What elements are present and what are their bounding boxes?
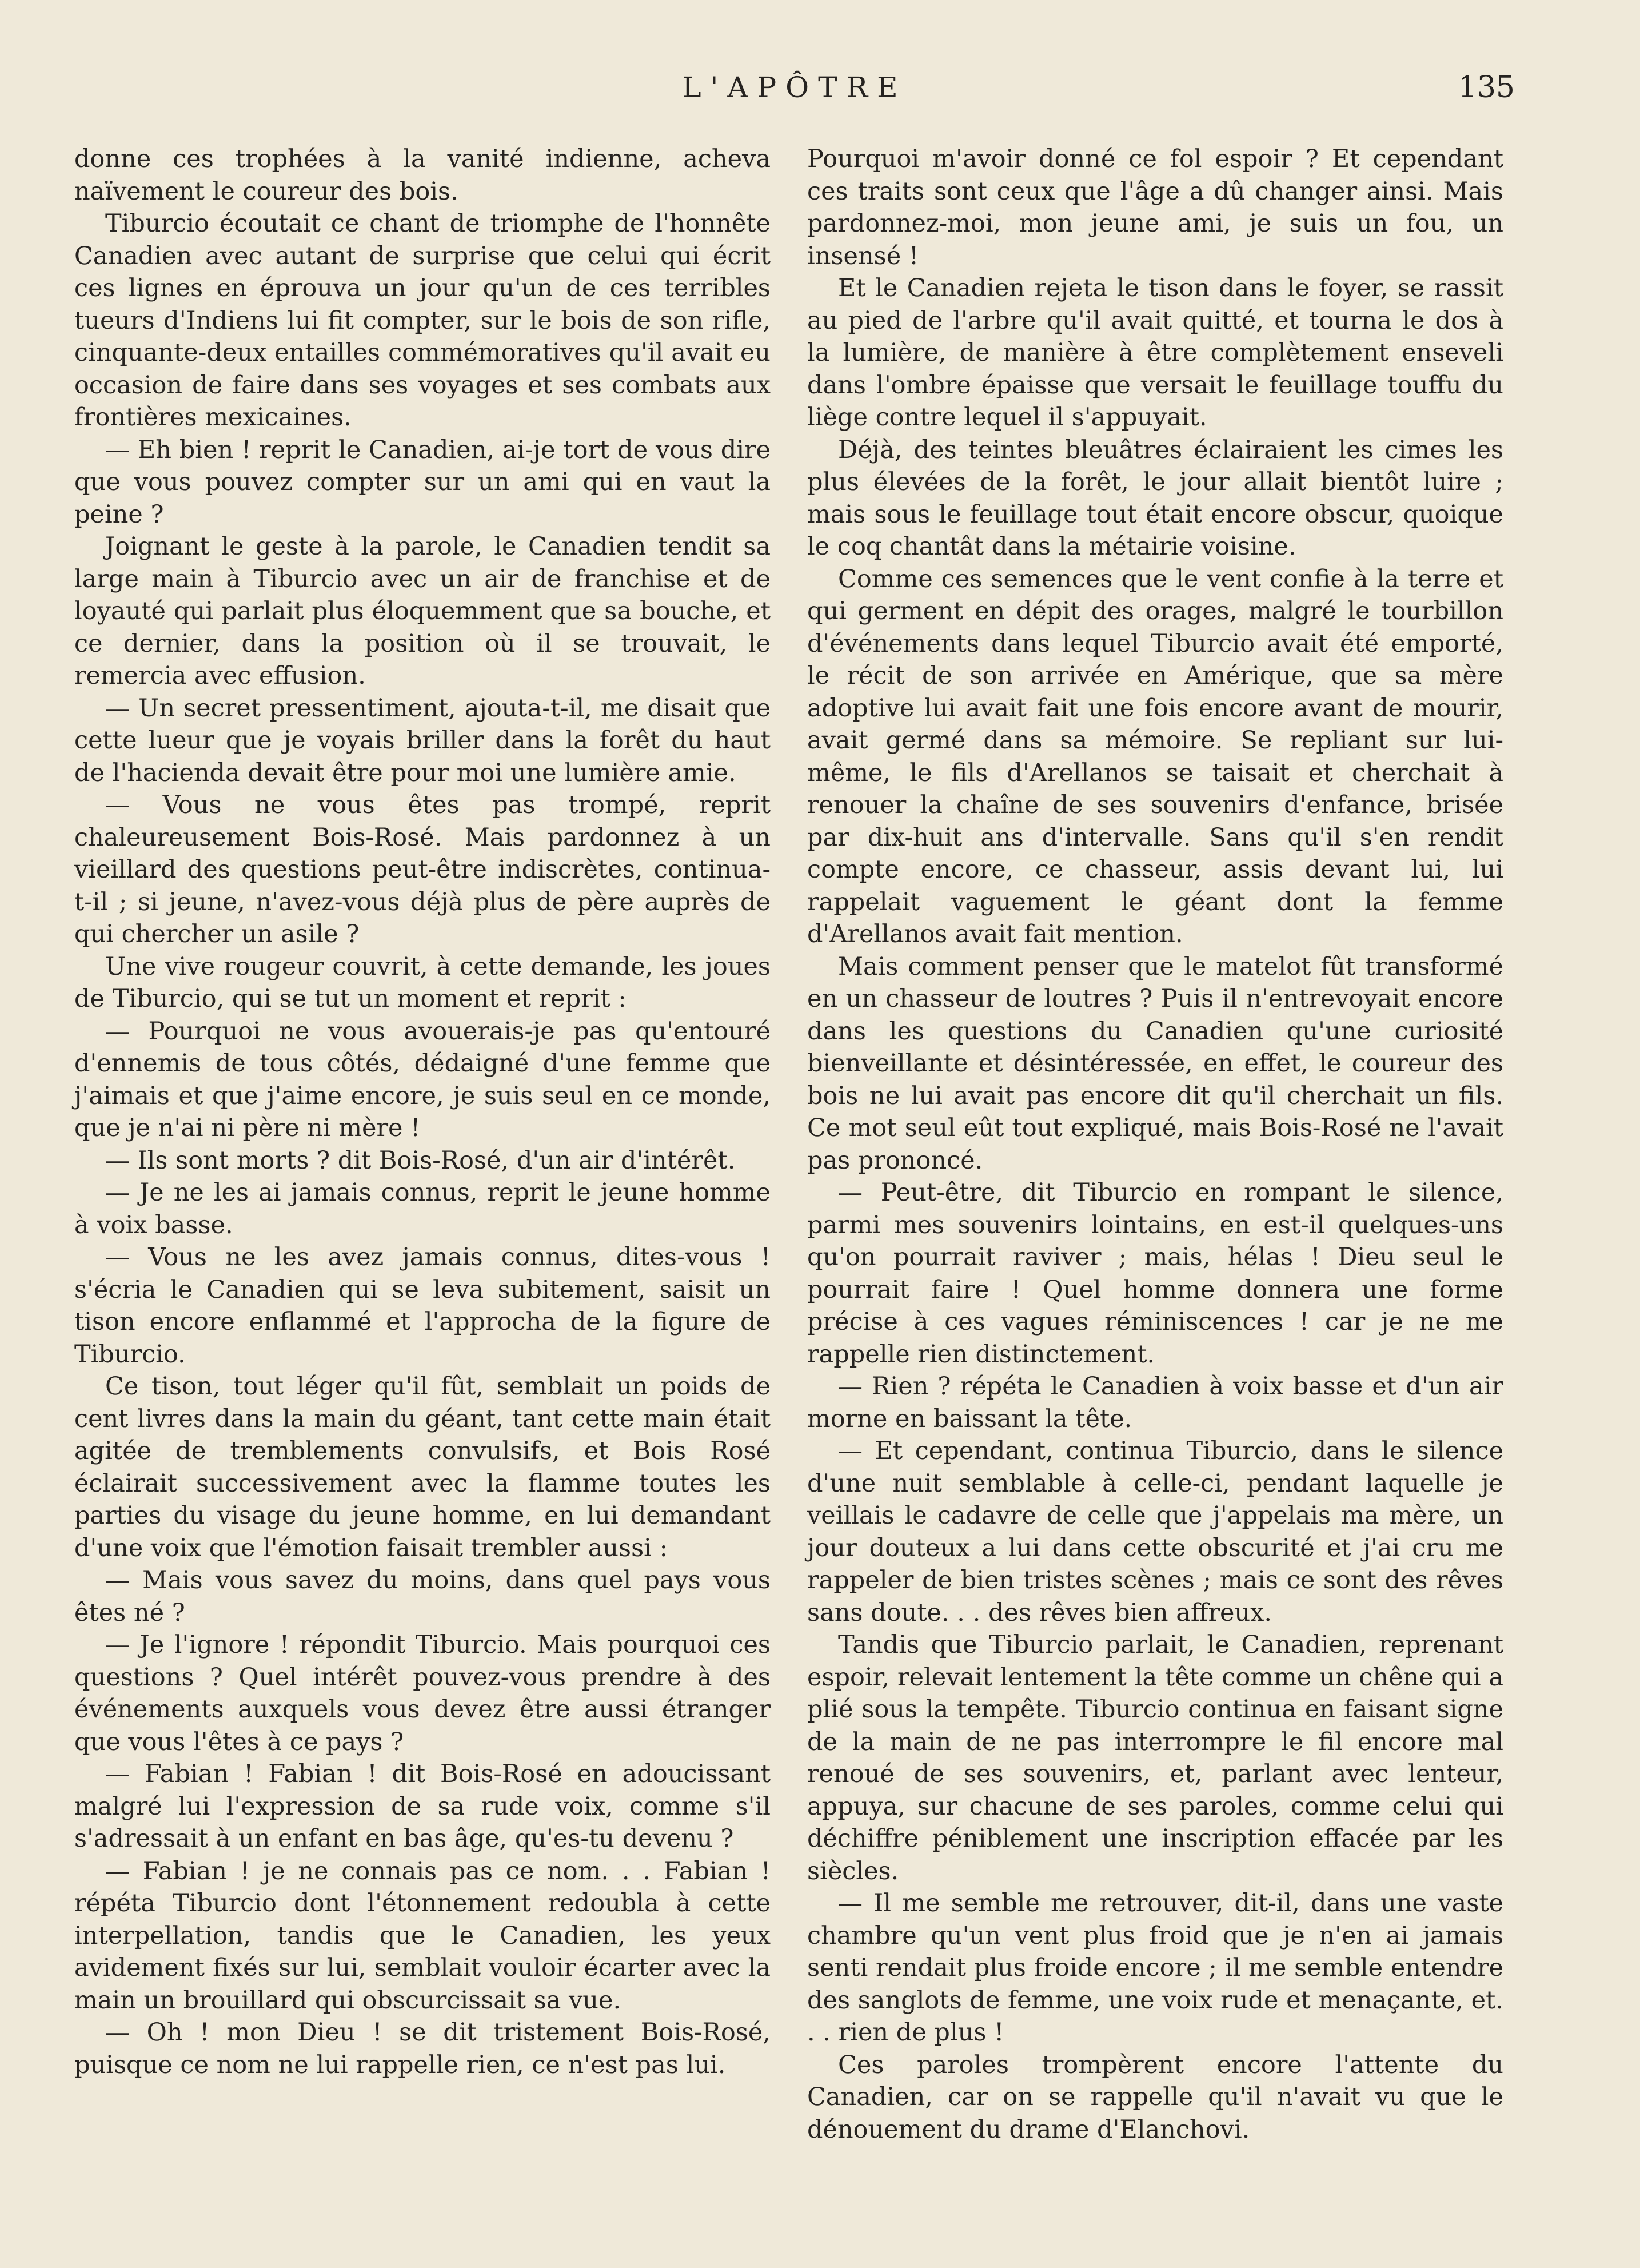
paragraph: — Fabian ! je ne connais pas ce nom. . . Fabian ! répéta Tiburcio dont l'étonnement redoubla à cette interpellation, tandis que le Canadien, les yeux avidement fixés sur lui, semblait vouloir écarter avec la main un brouillard qui obscurcissait sa vue.	[74, 1856, 771, 2015]
paragraph: donne ces trophées à la vanité indienne, acheva naïvement le coureur des bois.	[74, 145, 771, 206]
paragraph: — Mais vous savez du moins, dans quel pays vous êtes né ?	[74, 1566, 771, 1627]
paragraph: — Peut-être, dit Tiburcio en rompant le silence, parmi mes souvenirs lointains, en est-il quelques-uns qu'on pourrait raviver ; mais, hélas ! Dieu seul le pourrait faire ! Quel homme donnera une forme précise à ces vagues réminiscences ! car je ne me rappelle rien distinctement.	[807, 1178, 1503, 1369]
paragraph: Une vive rougeur couvrit, à cette demande, les joues de Tiburcio, qui se tut un moment et reprit :	[74, 952, 771, 1013]
paragraph: Pourquoi m'avoir donné ce fol espoir ? Et cependant ces traits sont ceux que l'âge a dû changer ainsi. Mais pardonnez-moi, mon jeune ami, je suis un fou, un insensé !	[807, 145, 1503, 270]
paragraph: — Vous ne les avez jamais connus, dites-vous ! s'écria le Canadien qui se leva subitement, saisit un tison encore enflammé et l'approcha de la figure de Tiburcio.	[74, 1243, 771, 1369]
paragraph: — Rien ? répéta le Canadien à voix basse et d'un air morne en baissant la tête.	[807, 1372, 1503, 1433]
page-number: 135	[1458, 70, 1515, 105]
paragraph: — Il me semble me retrouver, dit-il, dans une vaste chambre qu'un vent plus froid que je n'en ai jamais senti rendait plus froide encore ; il me semble entendre des sanglots de femme, une voix rude et menaçante, et. . . rien de plus !	[807, 1889, 1503, 2047]
right-column	[807, 143, 1503, 2146]
paragraph: — Eh bien ! reprit le Canadien, ai-je tort de vous dire que vous pouvez compter sur un ami qui en vaut la peine ?	[74, 435, 771, 529]
paragraph: — Oh ! mon Dieu ! se dit tristement Bois-Rosé, puisque ce nom ne lui rappelle rien, ce n'est pas lui.	[74, 2018, 771, 2079]
paragraph: Ces paroles trompèrent encore l'attente du Canadien, car on se rappelle qu'il n'avait vu que le dénouement du drame d'Elanchovi.	[807, 2050, 1503, 2144]
paragraph: — Ils sont morts ? dit Bois-Rosé, d'un air d'intérêt.	[105, 1146, 736, 1175]
left-column	[74, 143, 771, 2081]
running-title: L'APÔTRE	[682, 71, 907, 104]
paragraph: — Je l'ignore ! répondit Tiburcio. Mais pourquoi ces questions ? Quel intérêt pouvez-vous prendre à des événements auxquels vous devez être aussi étranger que vous l'êtes à ce pays ?	[74, 1631, 771, 1756]
paragraph: Ce tison, tout léger qu'il fût, semblait un poids de cent livres dans la main du géant, tant cette main était agitée de tremblements convulsifs, et Bois Rosé éclairait successivement avec la flamme toutes les parties du visage du jeune homme, en lui demandant d'une voix que l'émotion faisait trembler aussi :	[74, 1372, 771, 1563]
paragraph: — Pourquoi ne vous avouerais-je pas qu'entouré d'ennemis de tous côtés, dédaigné d'une femme que j'aimais et que j'aime encore, je suis seul en ce monde, que je n'ai ni père ni mère !	[74, 1017, 771, 1142]
paragraph: — Fabian ! Fabian ! dit Bois-Rosé en adoucissant malgré lui l'expression de sa rude voix, comme s'il s'adressait à un enfant en bas âge, qu'es-tu devenu ?	[74, 1760, 771, 1853]
paragraph: Tiburcio écoutait ce chant de triomphe de l'honnête Canadien avec autant de surprise que celui qui écrit ces lignes en éprouva un jour qu'un de ces terribles tueurs d'Indiens lui fit compter, sur le bois de son rifle, cinquante-deux entailles commémoratives qu'il avait eu occasion de faire dans ses voyages et ses combats aux frontières mexicaines.	[74, 209, 771, 432]
paragraph: — Un secret pressentiment, ajouta-t-il, me disait que cette lueur que je voyais briller dans la forêt du haut de l'hacienda devait être pour moi une lumière amie.	[74, 693, 771, 787]
paragraph: Joignant le geste à la parole, le Canadien tendit sa large main à Tiburcio avec un air de franchise et de loyauté qui parlait plus éloquemment que sa bouche, et ce dernier, dans la position où il se trouvait, le remercia avec effusion.	[74, 532, 771, 690]
paragraph: — Je ne les ai jamais connus, reprit le jeune homme à voix basse.	[74, 1178, 771, 1239]
paragraph: Tandis que Tiburcio parlait, le Canadien, reprenant espoir, relevait lentement la tête comme un chêne qui a plié sous la tempête. Tiburcio continua en faisant signe de la main de ne pas interrompre le fil encore mal renoué de ses souvenirs, et, parlant avec lenteur, appuya, sur chacune de ses paroles, comme celui qui déchiffre péniblement une inscription effacée par les siècles.	[807, 1631, 1503, 1886]
paragraph: Et le Canadien rejeta le tison dans le foyer, se rassit au pied de l'arbre qu'il avait quitté, et tourna le dos à la lumière, de manière à être complètement enseveli dans l'ombre épaisse que versait le feuillage touffu du liège contre lequel il s'appuyait.	[807, 274, 1503, 432]
paragraph: — Et cependant, continua Tiburcio, dans le silence d'une nuit semblable à celle-ci, pendant laquelle je veillais le cadavre de celle que j'appelais ma mère, un jour douteux a lui dans cette obscurité et j'ai cru me rappeler de bien tristes scènes ; mais ce sont des rêves sans doute. . . des rêves bien affreux.	[807, 1437, 1503, 1627]
page-header	[74, 67, 1515, 107]
paragraph: Mais comment penser que le matelot fût transformé en un chasseur de loutres ? Puis il n'entrevoyait encore dans les questions du Canadien qu'une curiosité bienveillante et désintéressée, en effet, le coureur des bois ne lui avait pas encore dit qu'il cherchait un fils. Ce mot seul eût tout expliqué, mais Bois-Rosé ne l'avait pas prononcé.	[807, 952, 1503, 1175]
paragraph: Comme ces semences que le vent confie à la terre et qui germent en dépit des orages, malgré le tourbillon d'événements dans lequel Tiburcio avait été emporté, le récit de son arrivée en Amérique, que sa mère adoptive lui avait fait une fois encore avant de mourir, avait germé dans sa mémoire. Se repliant sur lui-même, le fils d'Arellanos se taisait et cherchait à renouer la chaîne de ses souvenirs d'enfance, brisée par dix-huit ans d'intervalle. Sans qu'il s'en rendit compte encore, ce chasseur, assis devant lui, lui rappelait vaguement le géant dont la femme d'Arellanos avait fait mention.	[807, 564, 1503, 948]
paragraph: Déjà, des teintes bleuâtres éclairaient les cimes les plus élevées de la forêt, le jour allait bientôt luire ; mais sous le feuillage tout était encore obscur, quoique le coq chantât dans la métairie voisine.	[807, 435, 1503, 561]
paragraph: — Vous ne vous êtes pas trompé, reprit chaleureusement Bois-Rosé. Mais pardonnez à un vieillard des questions peut-être indiscrètes, continua-t-il ; si jeune, n'avez-vous déjà plus de père auprès de qui chercher un asile ?	[74, 791, 771, 948]
